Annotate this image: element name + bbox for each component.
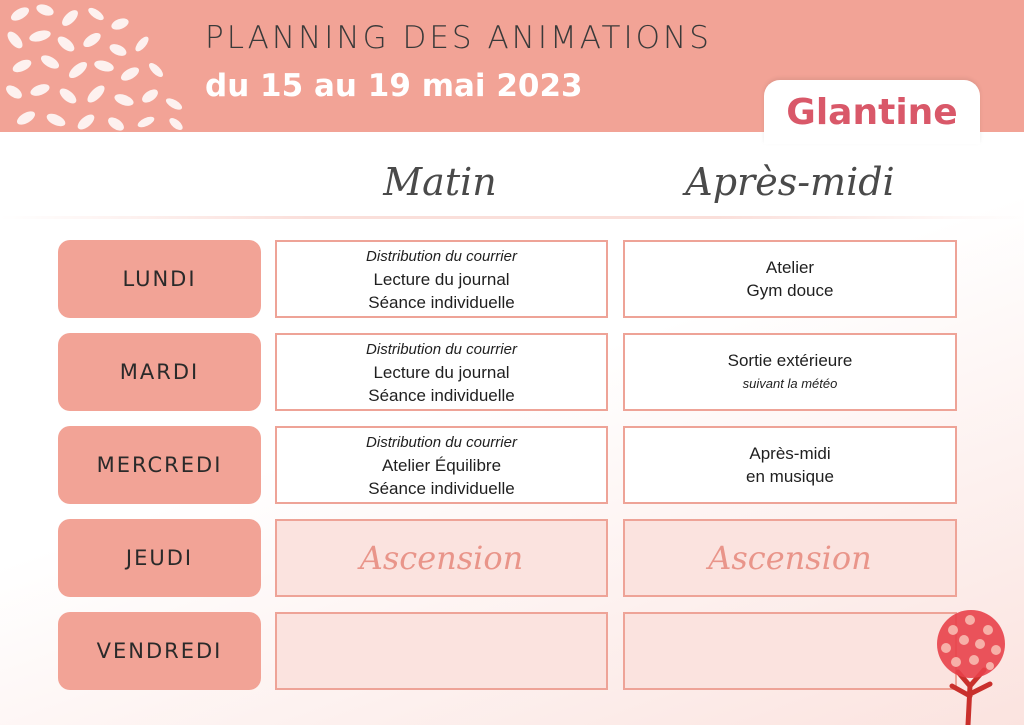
morning-cell xyxy=(275,240,608,318)
activity-line: en musique xyxy=(746,467,834,486)
day-label: MERCREDI xyxy=(58,426,261,504)
activity-line: Séance individuelle xyxy=(368,478,515,498)
activity-line: Atelier xyxy=(765,258,815,277)
activity-line: Lecture du journal xyxy=(373,269,510,289)
column-header-morning: Matin xyxy=(383,160,497,204)
afternoon-cell xyxy=(623,612,957,690)
activity-line: Distribution du courrier xyxy=(366,340,517,358)
activity-line: Atelier Équilibre xyxy=(381,455,502,475)
column-header-afternoon: Après-midi xyxy=(685,160,895,204)
day-label: LUNDI xyxy=(58,240,261,318)
activity-line: Distribution du courrier xyxy=(366,247,517,265)
residence-tab: Glantine xyxy=(764,80,980,144)
divider xyxy=(0,216,1024,219)
holiday-label: Ascension xyxy=(708,538,872,577)
activity-note: suivant la météo xyxy=(742,376,838,391)
morning-cell xyxy=(275,519,608,597)
activity-line: Séance individuelle xyxy=(368,385,515,405)
activity-line: Gym douce xyxy=(746,281,834,300)
activity-line: Sortie extérieure xyxy=(727,351,853,370)
activity-line: Après-midi xyxy=(749,444,831,463)
date-range: du 15 au 19 mai 2023 xyxy=(205,68,583,104)
activity-line: Distribution du courrier xyxy=(366,433,517,451)
afternoon-cell xyxy=(623,333,957,411)
tree-icon xyxy=(918,606,1024,725)
page-title: PLANNING DES ANIMATIONS xyxy=(205,20,712,56)
morning-cell xyxy=(275,333,608,411)
day-label: MARDI xyxy=(58,333,261,411)
day-label: VENDREDI xyxy=(58,612,261,690)
activity-line: Séance individuelle xyxy=(368,292,515,312)
activity-line: Lecture du journal xyxy=(373,362,510,382)
morning-cell xyxy=(275,426,608,504)
holiday-label: Ascension xyxy=(359,538,524,577)
morning-cell xyxy=(275,612,608,690)
afternoon-cell xyxy=(623,519,957,597)
afternoon-cell xyxy=(623,426,957,504)
leaf-cluster-icon xyxy=(0,0,195,132)
afternoon-cell xyxy=(623,240,957,318)
day-label: JEUDI xyxy=(58,519,261,597)
